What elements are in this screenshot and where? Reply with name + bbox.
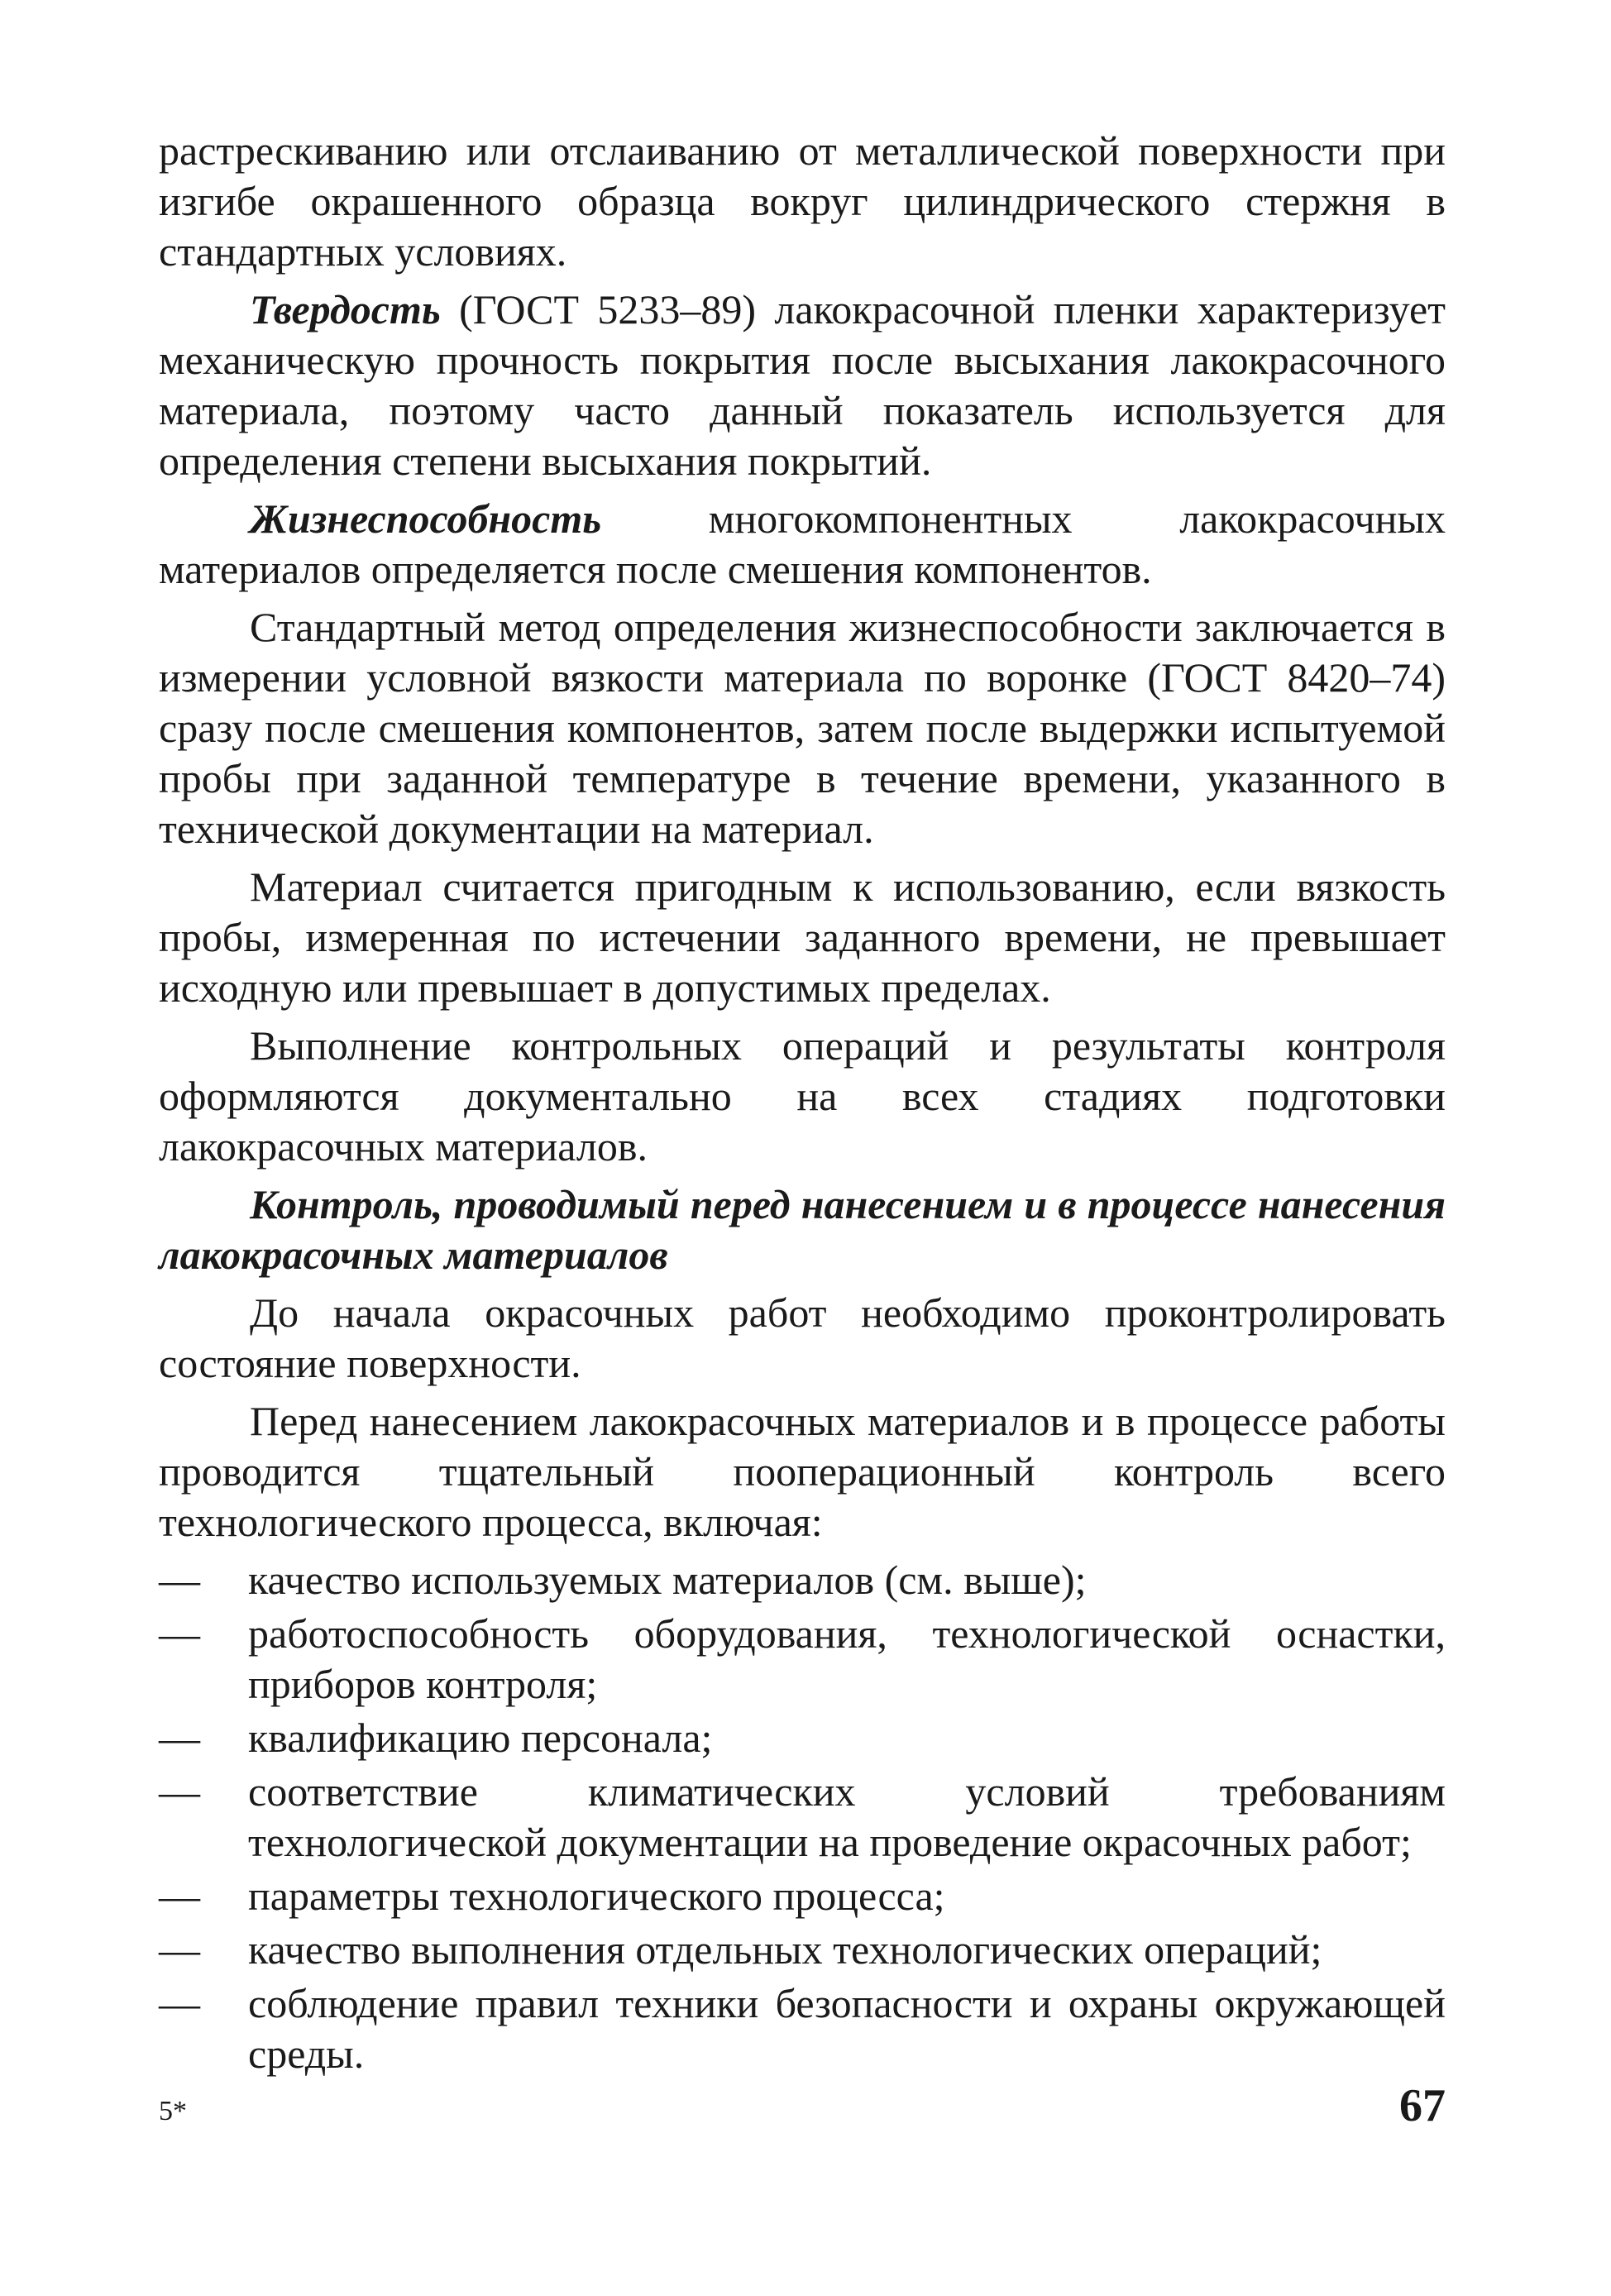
signature-mark: 5*	[159, 2096, 187, 2126]
section-heading: Контроль, проводимый перед нанесением и в процессе нанесения лакокрасочных материалов	[159, 1181, 1446, 1278]
paragraph-continuation: растрескиванию или отслаиванию от металлической поверхности при изгибе окрашенного образца вокруг цилиндрического стержня в стандартных условиях.	[159, 127, 1446, 275]
paragraph-process-control: Перед нанесением лакокрасочных материалов и в процессе работы проводится тщательный пооперационный контроль всего технологического процесса, включая:	[159, 1398, 1446, 1545]
paragraph-suitability: Материал считается пригодным к использованию, если вязкость пробы, измеренная по истечении заданного времени, не превышает исходную или превышает в допустимых пределах.	[159, 863, 1446, 1011]
paragraph-pot-life-text: многокомпонентных лакокрасочных материалов определяется после смешения компонентов.	[159, 495, 1446, 592]
list-item: — работоспособность оборудования, технологической оснастки, приборов контроля;	[159, 1609, 1446, 1710]
term-pot-life: Жизнеспособность	[250, 495, 602, 542]
list-item: — качество выполнения отдельных технологических операций;	[159, 1925, 1446, 1975]
list-item: — соответствие климатических условий требованиям технологической документации на проведение окрасочных работ;	[159, 1767, 1446, 1868]
list-item: — соблюдение правил техники безопасности и охраны окружающей среды.	[159, 1978, 1446, 2079]
paragraph-hardness	[159, 285, 1446, 486]
page-number: 67	[1399, 2080, 1446, 2131]
list-item: — качество используемых материалов (см. выше);	[159, 1555, 1446, 1605]
paragraph-pot-life	[159, 494, 1446, 595]
list-item: — квалификацию персонала;	[159, 1713, 1446, 1763]
list-item: — параметры технологического процесса;	[159, 1871, 1446, 1921]
paragraph-standard-method: Стандартный метод определения жизнеспособности заключается в измерении условной вязкости материала по воронке (ГОСТ 8420–74) сразу после смешения компонентов, затем после выдержки испытуемой пробы при заданной температуре в течение времени, указанного в технической документации на материал.	[159, 604, 1446, 852]
paragraph-documentation: Выполнение контрольных операций и результаты контроля оформляются документально на всех стадиях подготовки лакокрасочных материалов.	[159, 1022, 1446, 1170]
page-body	[159, 126, 1446, 2083]
paragraph-surface-check: До начала окрасочных работ необходимо проконтролировать состояние поверхности.	[159, 1289, 1446, 1386]
term-hardness: Твердость	[250, 286, 441, 332]
paragraph-hardness-text: (ГОСТ 5233–89) лакокрасочной пленки характеризует механическую прочность покрытия после высыхания лакокрасочного материала, поэтому часто данный показатель используется для определения степени высыхания покрытий.	[159, 286, 1446, 484]
control-list	[159, 1555, 1446, 2079]
